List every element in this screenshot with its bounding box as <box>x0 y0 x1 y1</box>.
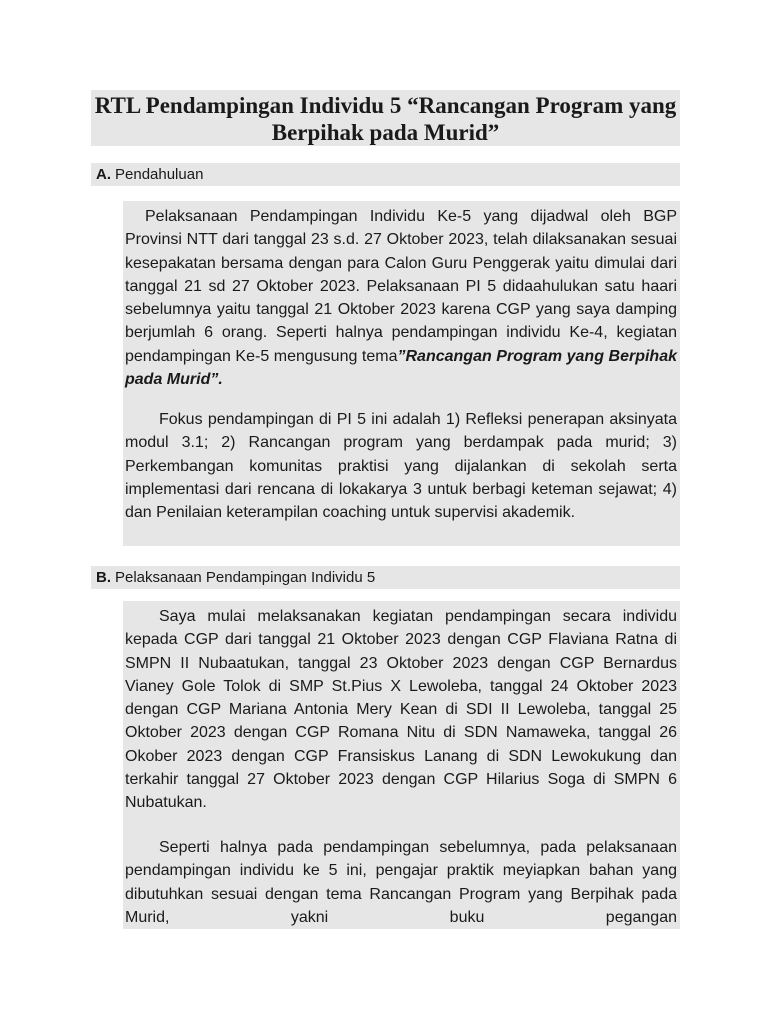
section-a-paragraph-2: Fokus pendampingan di PI 5 ini adalah 1) Refleksi penerapan aksinyata modul 3.1; 2) Rancangan program yang berdampak pada murid; 3) Perkembangan komunitas praktisi yang dijalankan di sekolah serta implementasi dari rencana di lokakarya 3 untuk berbagi keteman sejawat; 4) dan Penilaian keterampilan coaching untuk supervisi akademik. <box>125 411 677 522</box>
section-b-letter: B. <box>96 569 111 586</box>
section-a-paragraph-1 <box>125 205 677 391</box>
section-a-heading-text: Pendahuluan <box>115 166 204 183</box>
section-b-heading <box>91 566 680 589</box>
section-b-paragraph-2: Seperti halnya pada pendampingan sebelumnya, pada pelaksanaan pendampingan individu ke 5 ini, pengajar praktik meyiapkan bahan yang dibutuhkan sesuai dengan tema Rancangan Program yang Berpihak pada Murid, yakni buku pegangan <box>125 839 677 926</box>
section-b-paragraph-1: Saya mulai melaksanakan kegiatan pendampingan secara individu kepada CGP dari tanggal 21 Oktober 2023 dengan CGP Flaviana Ratna di SMPN II Nubaatukan, tanggal 23 Oktober 2023 dengan CGP Bernardus Vianey Gole Tolok di SMP St.Pius X Lewoleba, tanggal 24 Oktober 2023 dengan CGP Mariana Antonia Mery Kean di SDI II Lewoleba, tanggal 25 Oktober 2023 dengan CGP Romana Nitu di SDN Namaweka, tanggal 26 Okober 2023 dengan CGP Fransiskus Lanang di SDN Lewokukung dan terkahir tanggal 27 Oktober 2023 dengan CGP Hilarius Soga di SMPN 6 Nubatukan. <box>125 608 677 812</box>
document-title: RTL Pendampingan Individu 5 “Rancangan Program yang Berpihak pada Murid” <box>94 93 677 145</box>
section-b-heading-text: Pelaksanaan Pendampingan Individu 5 <box>115 569 376 586</box>
section-a-paragraph-1-text: Pelaksanaan Pendampingan Individu Ke-5 yang dijadwal oleh BGP Provinsi NTT dari tanggal 23 s.d. 27 Oktober 2023, telah dilaksanakan sesuai kesepakatan bersama dengan para Calon Guru Penggerak yaitu dimulai dari tanggal 21 sd 27 Oktober 2023. Pelaksanaan PI 5 didaahulukan satu haari sebelumnya yaitu tanggal 21 Oktober 2023 karena CGP yang saya damping berjumlah 6 orang. Seperti halnya pendampingan individu Ke-4, kegiatan pendampingan Ke-5 mengusung tema <box>125 208 677 365</box>
section-a-letter: A. <box>96 166 111 183</box>
section-a-paragraph-1-theme: ”Rancangan Program yang Berpihak pada Murid”. <box>125 347 678 389</box>
section-a-heading <box>91 163 680 186</box>
